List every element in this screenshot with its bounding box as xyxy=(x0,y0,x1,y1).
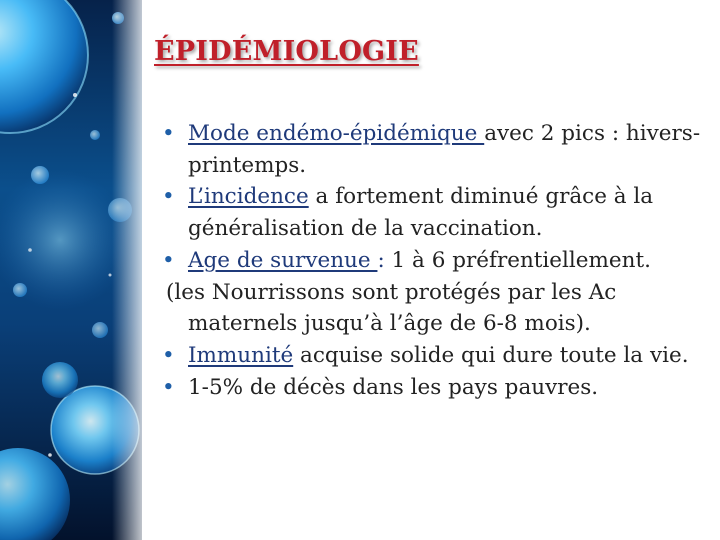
bullet-text-age: 1 à 6 préfrentiellement. xyxy=(384,247,651,273)
keyword-incidence: L’incidence xyxy=(188,184,309,210)
keyword-mode: Mode endémo-épidémique xyxy=(188,121,485,146)
bullet-item-immunite xyxy=(158,340,706,372)
bullet-icon: • xyxy=(162,342,175,368)
keyword-age: Age de survenue xyxy=(188,247,378,273)
bullet-text-incidence: a fortement diminué grâce à la généralisation de la vaccination. xyxy=(188,184,654,242)
bullet-item-mode xyxy=(158,118,706,181)
decor-fade xyxy=(112,0,142,540)
bullet-icon: • xyxy=(162,374,175,400)
note-nourrissons xyxy=(158,277,706,340)
bullet-text-immunite: acquise solide qui dure toute la vie. xyxy=(293,342,689,368)
slide-body xyxy=(158,118,706,403)
bullet-item-incidence xyxy=(158,181,706,244)
bullet-icon: • xyxy=(162,247,175,273)
slide-title: ÉPIDÉMIOLOGIE xyxy=(154,36,419,67)
keyword-immunite: Immunité xyxy=(188,342,294,368)
bullet-item-age xyxy=(158,245,706,277)
keyword-age-colon: : xyxy=(377,247,385,273)
bullet-icon: • xyxy=(162,121,175,146)
bullet-icon: • xyxy=(162,184,175,210)
cell-bubbles-image xyxy=(0,0,142,540)
bullet-item-deces xyxy=(158,372,706,404)
bullet-text-mode: avec 2 pics : hivers-printemps. xyxy=(188,121,701,178)
note-text: (les Nourrissons sont protégés par les Ac maternels jusqu’à l’âge de 6-8 mois). xyxy=(166,279,617,337)
bullet-text-deces: 1-5% de décès dans les pays pauvres. xyxy=(188,374,599,400)
